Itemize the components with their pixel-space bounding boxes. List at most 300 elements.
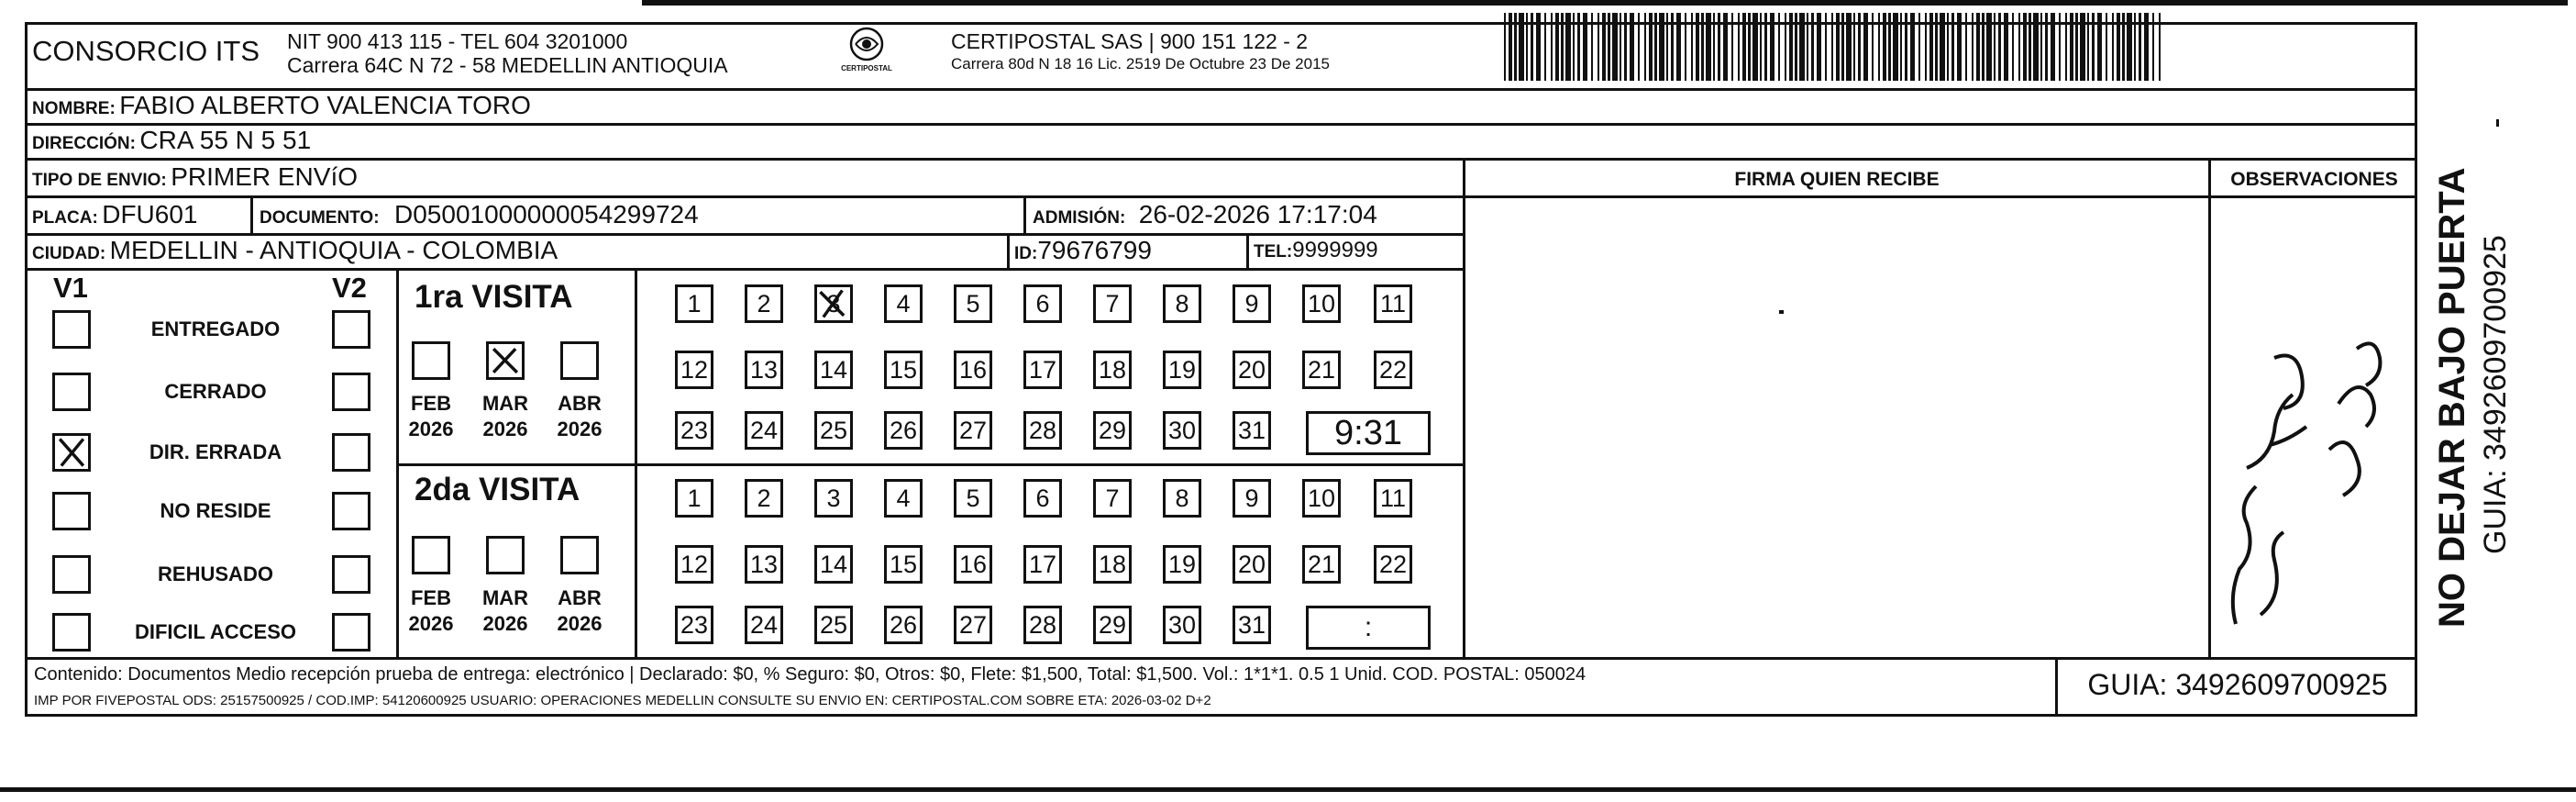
day-box[interactable]	[675, 284, 713, 323]
day-box[interactable]	[675, 479, 713, 518]
barcode-bar	[1644, 13, 1646, 81]
day-box[interactable]	[1233, 479, 1271, 518]
barcode-bar	[1918, 13, 1920, 81]
day-box[interactable]	[745, 351, 783, 389]
day-box[interactable]	[884, 351, 923, 389]
placa-value: DFU601	[102, 200, 198, 228]
v1-label: V1	[53, 272, 88, 304]
barcode-bar	[1872, 13, 1874, 81]
day-box[interactable]	[1093, 479, 1132, 518]
barcode-bar	[1701, 13, 1704, 81]
month-checkbox[interactable]	[560, 536, 599, 574]
barcode-bar	[1841, 13, 1844, 81]
barcode-bar	[1853, 13, 1855, 81]
day-box[interactable]	[1233, 351, 1271, 389]
barcode-bar	[2004, 13, 2008, 81]
barcode-bar	[2012, 13, 2014, 81]
barcode-bar	[1883, 13, 1886, 81]
day-box[interactable]	[954, 284, 992, 323]
barcode-bar	[2144, 13, 2149, 81]
barcode-bar	[2087, 13, 2089, 81]
logo-text: CERTIPOSTAL	[841, 64, 892, 72]
day-box[interactable]	[1374, 351, 1412, 389]
barcode-bar	[2075, 13, 2078, 81]
barcode-bar	[1863, 13, 1868, 81]
row-line	[25, 268, 1463, 271]
v2-checkbox[interactable]	[332, 613, 370, 652]
day-number: 7	[1105, 289, 1120, 317]
day-number: 24	[749, 416, 779, 444]
barcode-bar	[2097, 13, 2102, 81]
day-box[interactable]	[745, 284, 783, 323]
barcode-bar	[1940, 13, 1945, 81]
signature-dot	[1779, 310, 1784, 314]
barcode-bar	[1770, 13, 1774, 81]
barcode-bar	[1731, 13, 1733, 81]
id-value: 79676799	[1037, 236, 1152, 264]
barcode-bar	[2023, 13, 2027, 81]
side-guia: GUIA: 3492609700925	[2478, 235, 2513, 554]
form-frame	[25, 22, 2417, 717]
day-number: 22	[1378, 550, 1408, 578]
barcode-bar	[2045, 13, 2048, 81]
barcode-bar	[1577, 13, 1580, 81]
day-number: 1	[687, 484, 702, 512]
v2-checkbox[interactable]	[332, 310, 370, 349]
day-box[interactable]	[884, 411, 923, 450]
barcode-bar	[1910, 13, 1915, 81]
barcode-bar	[1666, 13, 1668, 81]
status-label: ENTREGADO	[150, 317, 281, 340]
barcode-bar	[1965, 13, 1967, 81]
day-number: 9	[1244, 484, 1259, 512]
documento-value: D05001000000054299724	[394, 200, 699, 228]
barcode-bar	[2018, 13, 2020, 81]
barcode-bar	[2040, 13, 2042, 81]
footer-guia-box: GUIA: 3492609700925	[2087, 668, 2388, 701]
day-number: 8	[1175, 289, 1189, 317]
day-box[interactable]	[675, 411, 713, 450]
nombre-value: FABIO ALBERTO VALENCIA TORO	[119, 91, 531, 119]
day-number: 19	[1167, 355, 1197, 384]
month-checkbox[interactable]	[560, 341, 599, 380]
day-number: 21	[1307, 355, 1336, 384]
barcode-bar	[2080, 13, 2085, 81]
col-line-id	[1007, 233, 1010, 268]
day-number: 13	[749, 550, 779, 578]
barcode-bar	[1723, 13, 1728, 81]
barcode-bar	[1551, 13, 1553, 81]
year-label: 2026	[482, 612, 528, 635]
firma-header: FIRMA QUIEN RECIBE	[1734, 169, 1940, 190]
col-line-obs	[2208, 158, 2211, 659]
barcode-bar	[2051, 13, 2055, 81]
barcode-bar	[2159, 13, 2161, 81]
day-number: 26	[889, 416, 918, 444]
barcode-bar	[1654, 13, 1657, 81]
visit1-title: 1ra VISITA	[415, 279, 573, 315]
day-number: 14	[819, 355, 848, 384]
day-box[interactable]	[954, 351, 992, 389]
day-box[interactable]	[675, 351, 713, 389]
barcode-bar	[1671, 13, 1674, 81]
tipo-label: TIPO DE ENVIO:	[32, 171, 167, 190]
footer-contenido: Contenido: Documentos Medio recepción prueba de entrega: electrónico | Declarado: $0, % Seguro: $0, Otros: $0, Flete: $1,500, Total: $1,500. Vol.: 1*1*1. 0.5 1 Unid. COD. POSTAL: 050024	[34, 664, 1587, 685]
day-box[interactable]	[1093, 284, 1132, 323]
day-box[interactable]	[1093, 411, 1132, 450]
day-number: 7	[1105, 484, 1120, 512]
v2-checkbox[interactable]	[332, 492, 370, 530]
ciudad-value: MEDELLIN - ANTIOQUIA - COLOMBIA	[109, 236, 558, 264]
day-box[interactable]	[954, 479, 992, 518]
col-line-placa	[250, 195, 253, 233]
day-box[interactable]	[814, 284, 853, 323]
row-line	[25, 123, 2417, 126]
barcode-bar	[1544, 13, 1546, 81]
col-line-status	[396, 268, 399, 659]
day-number: 26	[889, 610, 918, 639]
day-number: 2	[757, 484, 771, 512]
barcode-bar	[1649, 13, 1653, 81]
barcode-bar	[1799, 13, 1805, 81]
barcode-bar	[2122, 13, 2125, 81]
barcode-bar	[1691, 13, 1693, 81]
barcode-bar	[1888, 13, 1891, 81]
status-label: DIR. ERRADA	[149, 440, 282, 463]
day-box[interactable]	[1233, 284, 1271, 323]
barcode-bar	[2117, 13, 2120, 81]
day-box[interactable]	[1023, 411, 1062, 450]
month-checkbox[interactable]	[412, 536, 450, 574]
barcode-bar	[2092, 13, 2095, 81]
day-number: 30	[1167, 416, 1197, 444]
year-label: 2026	[408, 612, 454, 635]
v2-checkbox[interactable]	[332, 373, 370, 411]
day-box[interactable]	[1374, 284, 1412, 323]
barcode-bar	[1612, 13, 1618, 81]
day-number: 15	[889, 550, 918, 578]
day-number: 23	[680, 416, 709, 444]
day-box[interactable]	[1023, 606, 1062, 644]
day-number: 16	[958, 550, 988, 578]
day-number: 31	[1237, 416, 1266, 444]
barcode-bar	[1624, 13, 1627, 81]
col-line-firma	[1463, 158, 1465, 659]
barcode-bar	[1764, 13, 1767, 81]
day-number: 27	[958, 610, 988, 639]
day-box[interactable]	[1233, 411, 1271, 450]
barcode-bar	[1831, 13, 1833, 81]
barcode-bar	[2139, 13, 2141, 81]
day-box[interactable]	[1374, 545, 1412, 584]
status-label: DIFICIL ACCESO	[134, 620, 296, 643]
day-box[interactable]	[1023, 479, 1062, 518]
barcode-bar	[1531, 13, 1533, 81]
day-box[interactable]	[1093, 351, 1132, 389]
tel-value: 9999999	[1292, 238, 1378, 262]
carrier-name: CERTIPOSTAL SAS | 900 151 122 - 2	[951, 29, 1309, 53]
day-box[interactable]	[1302, 284, 1341, 323]
day-number: 25	[819, 610, 848, 639]
month-label: FEB	[411, 586, 451, 609]
barcode-bar	[1760, 13, 1762, 81]
day-number: 3	[826, 484, 841, 512]
month-label: ABR	[558, 586, 602, 609]
bottom-edge-line	[0, 787, 2576, 792]
top-edge-line	[642, 0, 2568, 6]
day-number: 20	[1237, 550, 1266, 578]
day-box[interactable]	[954, 606, 992, 644]
day-box[interactable]	[884, 284, 923, 323]
barcode-bar	[1878, 13, 1880, 81]
day-number: 15	[889, 355, 918, 384]
day-number: 29	[1098, 416, 1127, 444]
barcode-bar	[1591, 13, 1593, 81]
day-box[interactable]	[884, 606, 923, 644]
company-name: CONSORCIO ITS	[32, 35, 260, 67]
barcode-bar	[1676, 13, 1681, 81]
barcode-bar	[1817, 13, 1821, 81]
day-number: 23	[680, 610, 709, 639]
status-label: NO RESIDE	[160, 499, 271, 522]
barcode-bar	[1718, 13, 1720, 81]
barcode-bar	[1976, 13, 1980, 81]
barcode-bar	[1986, 13, 1992, 81]
day-box[interactable]	[1163, 479, 1201, 518]
barcode-bar	[1900, 13, 1902, 81]
barcode-bar	[2033, 13, 2039, 81]
ciudad-label: CIUDAD:	[32, 244, 106, 263]
barcode-bar	[1858, 13, 1861, 81]
day-number: 20	[1237, 355, 1266, 384]
day-number: 11	[1379, 484, 1407, 512]
time-field[interactable]: :	[1306, 606, 1431, 650]
barcode-bar	[1630, 13, 1634, 81]
day-number: 28	[1028, 416, 1057, 444]
barcode-bar	[2029, 13, 2031, 81]
day-box[interactable]	[1233, 606, 1271, 644]
day-number: 1	[687, 289, 702, 317]
admision-value: 26-02-2026 17:17:04	[1138, 200, 1377, 228]
day-box[interactable]	[1023, 545, 1062, 584]
barcode-bar	[1561, 13, 1564, 81]
row-line	[396, 463, 1463, 466]
barcode-bar	[1905, 13, 1907, 81]
day-box[interactable]	[814, 351, 853, 389]
barcode-bar	[1685, 13, 1686, 81]
v2-checkbox[interactable]	[332, 433, 370, 472]
day-number: 28	[1028, 610, 1057, 639]
barcode-bar	[1925, 13, 1927, 81]
barcode-bar	[1935, 13, 1938, 81]
day-number: 13	[749, 355, 779, 384]
row-line	[25, 158, 2417, 161]
carrier-address: Carrera 80d N 18 16 Lic. 2519 De Octubre 23 De 2015	[951, 55, 1330, 72]
day-box[interactable]	[1302, 351, 1341, 389]
placa-label: PLACA:	[32, 208, 98, 228]
day-number: 14	[819, 550, 848, 578]
barcode-bar	[1785, 13, 1786, 81]
tipo-value: PRIMER ENVíO	[171, 162, 359, 191]
day-number: 5	[966, 484, 980, 512]
day-number: 19	[1167, 550, 1197, 578]
month-label: FEB	[411, 392, 451, 415]
day-box[interactable]	[1093, 606, 1132, 644]
day-box[interactable]	[1093, 545, 1132, 584]
month-label: MAR	[481, 392, 529, 415]
barcode-bar	[2106, 13, 2107, 81]
day-box[interactable]	[814, 606, 853, 644]
year-label: 2026	[557, 418, 603, 440]
barcode-bar	[1951, 13, 1954, 81]
barcode-bar	[1893, 13, 1898, 81]
day-number: 10	[1307, 289, 1336, 317]
day-number: 18	[1098, 550, 1127, 578]
barcode-bar	[1555, 13, 1559, 81]
day-box[interactable]	[675, 545, 713, 584]
barcode-bar	[2152, 13, 2154, 81]
day-number: 2	[757, 289, 771, 317]
col-line-months	[635, 268, 637, 659]
barcode-bar	[1602, 13, 1606, 81]
day-box[interactable]	[1163, 411, 1201, 450]
day-number: 4	[896, 484, 911, 512]
day-box[interactable]	[745, 606, 783, 644]
barcode-bar	[2065, 13, 2067, 81]
company-nit: NIT 900 413 115 - TEL 604 3201000	[287, 29, 628, 53]
barcode-bar	[1929, 13, 1933, 81]
barcode-bar	[1526, 13, 1528, 81]
barcode-bar	[1998, 13, 2001, 81]
barcode-bar	[2059, 13, 2061, 81]
day-box[interactable]	[884, 545, 923, 584]
day-box[interactable]	[954, 545, 992, 584]
barcode-bar	[1846, 13, 1852, 81]
month-label: MAR	[481, 586, 529, 609]
day-box[interactable]	[745, 411, 783, 450]
day-number: 6	[1035, 289, 1050, 317]
barcode-bar	[1778, 13, 1780, 81]
day-box[interactable]	[1163, 545, 1201, 584]
certipostal-logo	[830, 24, 903, 79]
barcode-bar	[1947, 13, 1949, 81]
day-box[interactable]	[814, 545, 853, 584]
barcode-bar	[1748, 13, 1751, 81]
day-number: 16	[958, 355, 988, 384]
month-checkbox[interactable]	[486, 536, 525, 574]
barcode-bar	[1957, 13, 1962, 81]
barcode-bar	[1504, 13, 1506, 81]
direccion-label: DIRECCIÓN:	[32, 134, 136, 153]
barcode-bar	[1807, 13, 1808, 81]
barcode-bar	[1713, 13, 1715, 81]
barcode-bar	[2127, 13, 2132, 81]
day-number: 22	[1378, 355, 1408, 384]
barcode-bar	[1811, 13, 1814, 81]
day-number: 18	[1098, 355, 1127, 384]
col-line-tel	[1246, 233, 1249, 268]
day-box[interactable]	[1302, 479, 1341, 518]
day-number: 11	[1379, 289, 1407, 317]
status-label: REHUSADO	[158, 563, 273, 585]
barcode	[1504, 13, 2164, 81]
day-number: 12	[680, 550, 709, 578]
time-field[interactable]: 9:31	[1306, 411, 1431, 455]
day-number: 9	[1244, 289, 1259, 317]
barcode-bar	[1565, 13, 1571, 81]
day-box[interactable]	[745, 545, 783, 584]
v2-label: V2	[332, 272, 367, 304]
day-box[interactable]	[1163, 606, 1201, 644]
documento-label: DOCUMENTO:	[260, 208, 380, 228]
day-number: 27	[958, 416, 988, 444]
day-number: 10	[1307, 484, 1336, 512]
day-box[interactable]	[1023, 284, 1062, 323]
day-box[interactable]	[1374, 479, 1412, 518]
day-number: 29	[1098, 610, 1127, 639]
day-box[interactable]	[954, 411, 992, 450]
barcode-bar	[1519, 13, 1524, 81]
day-box[interactable]	[1163, 351, 1201, 389]
day-box[interactable]	[1302, 545, 1341, 584]
barcode-bar	[1696, 13, 1699, 81]
day-number: 6	[1035, 484, 1050, 512]
barcode-bar	[2070, 13, 2073, 81]
barcode-bar	[1598, 13, 1599, 81]
day-box[interactable]	[675, 606, 713, 644]
barcode-bar	[2134, 13, 2136, 81]
side-tick-mark	[2496, 119, 2499, 127]
year-label: 2026	[482, 418, 528, 440]
barcode-bar	[1742, 13, 1746, 81]
barcode-bar	[1608, 13, 1610, 81]
day-box[interactable]	[814, 479, 853, 518]
barcode-bar	[1659, 13, 1664, 81]
barcode-bar	[1825, 13, 1827, 81]
status-label: CERRADO	[164, 380, 267, 403]
barcode-bar	[1706, 13, 1711, 81]
day-box[interactable]	[884, 479, 923, 518]
day-box[interactable]	[745, 479, 783, 518]
day-box[interactable]	[1023, 351, 1062, 389]
barcode-bar	[1509, 13, 1512, 81]
barcode-bar	[1994, 13, 1996, 81]
barcode-bar	[1836, 13, 1840, 81]
admision-label: ADMISIÓN:	[1033, 208, 1126, 228]
day-box[interactable]	[814, 411, 853, 450]
barcode-bar	[1972, 13, 1973, 81]
direccion-value: CRA 55 N 5 51	[139, 126, 312, 154]
barcode-bar	[1583, 13, 1587, 81]
day-number: 4	[896, 289, 911, 317]
side-warning: NO DEJAR BAJO PUERTA	[2432, 167, 2472, 628]
barcode-bar	[1982, 13, 1985, 81]
day-box[interactable]	[1233, 545, 1271, 584]
row-line	[25, 195, 2417, 198]
company-address: Carrera 64C N 72 - 58 MEDELLIN ANTIOQUIA	[287, 53, 728, 77]
barcode-bar	[2112, 13, 2114, 81]
day-box[interactable]	[1163, 284, 1201, 323]
col-line-admision	[1023, 195, 1026, 233]
v2-checkbox[interactable]	[332, 555, 370, 594]
visit2-title: 2da VISITA	[415, 472, 580, 507]
month-checkbox[interactable]	[412, 341, 450, 380]
barcode-bar	[1620, 13, 1621, 81]
year-label: 2026	[557, 612, 603, 635]
day-number: 3	[826, 289, 841, 317]
id-label: ID:	[1014, 244, 1038, 263]
month-checkbox[interactable]	[486, 341, 525, 380]
